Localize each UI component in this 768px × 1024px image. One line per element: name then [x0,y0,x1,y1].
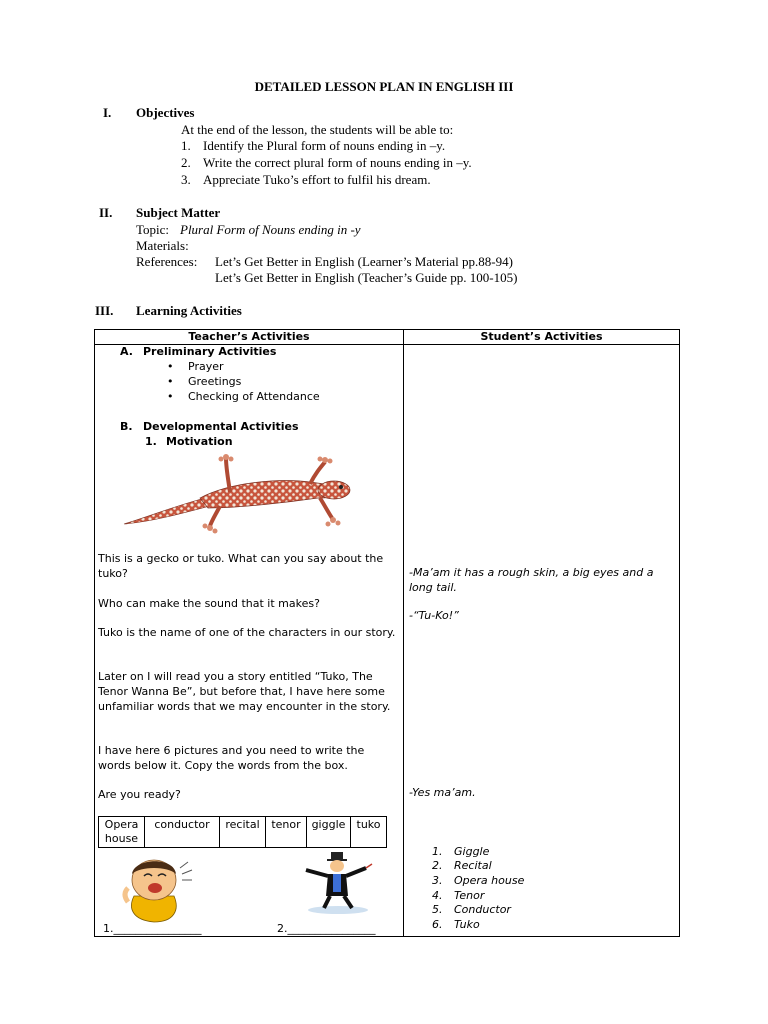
section-number-activities: III. [95,303,114,318]
conductor-image [300,852,374,916]
objectives-intro: At the end of the lesson, the students will be able to: [181,122,454,137]
word-cell: giggle [307,817,351,848]
list-item: • Greetings [188,374,320,389]
reference-learners: Let’s Get Better in English (Learner’s Material pp.88-94) [215,254,513,269]
answer-word: Conductor [454,903,511,916]
motivation-num: 1. [145,435,157,448]
word-cell: tuko [351,817,387,848]
dev-label: B. [120,420,133,433]
student-activities-cell [404,345,680,937]
motivation-heading: Motivation [166,435,233,448]
teacher-line-pictures: I have here 6 pictures and you need to write the words below it. Copy the words from the box. [98,744,365,772]
word-cell: Opera house [99,817,145,848]
answer-num: 1. [432,845,443,858]
references-label: References: [136,254,198,269]
answer-word: Giggle [454,845,490,858]
answer-num: 6. [432,918,443,931]
picture-blank-1: 1.________________ [103,922,202,935]
list-item: • Checking of Attendance [188,389,320,404]
giggling-boy-image [118,852,198,924]
teacher-column-header: Teacher’s Activities [95,330,404,345]
student-answer-ready: -Yes ma’am. [409,786,476,799]
answer-num: 3. [432,874,443,887]
student-answer-description: -Ma’am it has a rough skin, a big eyes and a long tail. [409,566,654,594]
list-item: • Prayer [188,359,320,374]
word-cell: conductor [145,817,220,848]
student-answer-sound: -“Tu-Ko!” [409,609,459,622]
objective-num: 1. [181,138,191,153]
objective-text: Appreciate Tuko’s effort to fulfil his dream. [203,172,431,187]
topic-value: Plural Form of Nouns ending in -y [180,222,361,237]
answer-word: Recital [454,859,492,872]
objective-num: 3. [181,172,191,187]
section-heading-activities: Learning Activities [136,303,242,318]
answer-word: Tenor [454,889,485,902]
teacher-line-sound: Who can make the sound that it makes? [98,597,320,610]
answer-num: 2. [432,859,443,872]
reference-teachers: Let’s Get Better in English (Teacher’s Guide pp. 100-105) [215,270,518,285]
gecko-image [120,454,354,538]
section-heading-subject: Subject Matter [136,205,221,220]
document-title: DETAILED LESSON PLAN IN ENGLISH III [254,79,514,94]
answer-word: Tuko [454,918,480,931]
objective-text: Write the correct plural form of nouns ending in –y. [203,155,472,170]
teacher-line-gecko: This is a gecko or tuko. What can you say about the tuko? [98,552,384,580]
answer-word: Opera house [454,874,525,887]
objective-num: 2. [181,155,191,170]
prelim-list [188,359,320,404]
answer-num: 4. [432,889,443,902]
materials-label: Materials: [136,238,189,253]
prelim-heading: Preliminary Activities [143,345,277,358]
topic-label: Topic: [136,222,170,237]
objective-text: Identify the Plural form of nouns ending in –y. [203,138,446,153]
teacher-line-ready: Are you ready? [98,788,181,801]
teacher-line-story: Later on I will read you a story entitled “Tuko, The Tenor Wanna Be”, but before that, I have here some unfamiliar words that we may encounter in the story. [98,670,391,713]
section-number-subject: II. [99,205,113,220]
word-cell: tenor [266,817,307,848]
word-cell: recital [220,817,266,848]
word-box [98,816,387,848]
section-number-objectives: I. [103,105,112,120]
dev-heading: Developmental Activities [143,420,299,433]
student-column-header: Student’s Activities [404,330,680,345]
teacher-line-character: Tuko is the name of one of the characters in our story. [98,626,396,639]
picture-blank-2: 2.________________ [277,922,376,935]
prelim-label: A. [120,345,133,358]
section-heading-objectives: Objectives [136,105,195,120]
answer-num: 5. [432,903,443,916]
